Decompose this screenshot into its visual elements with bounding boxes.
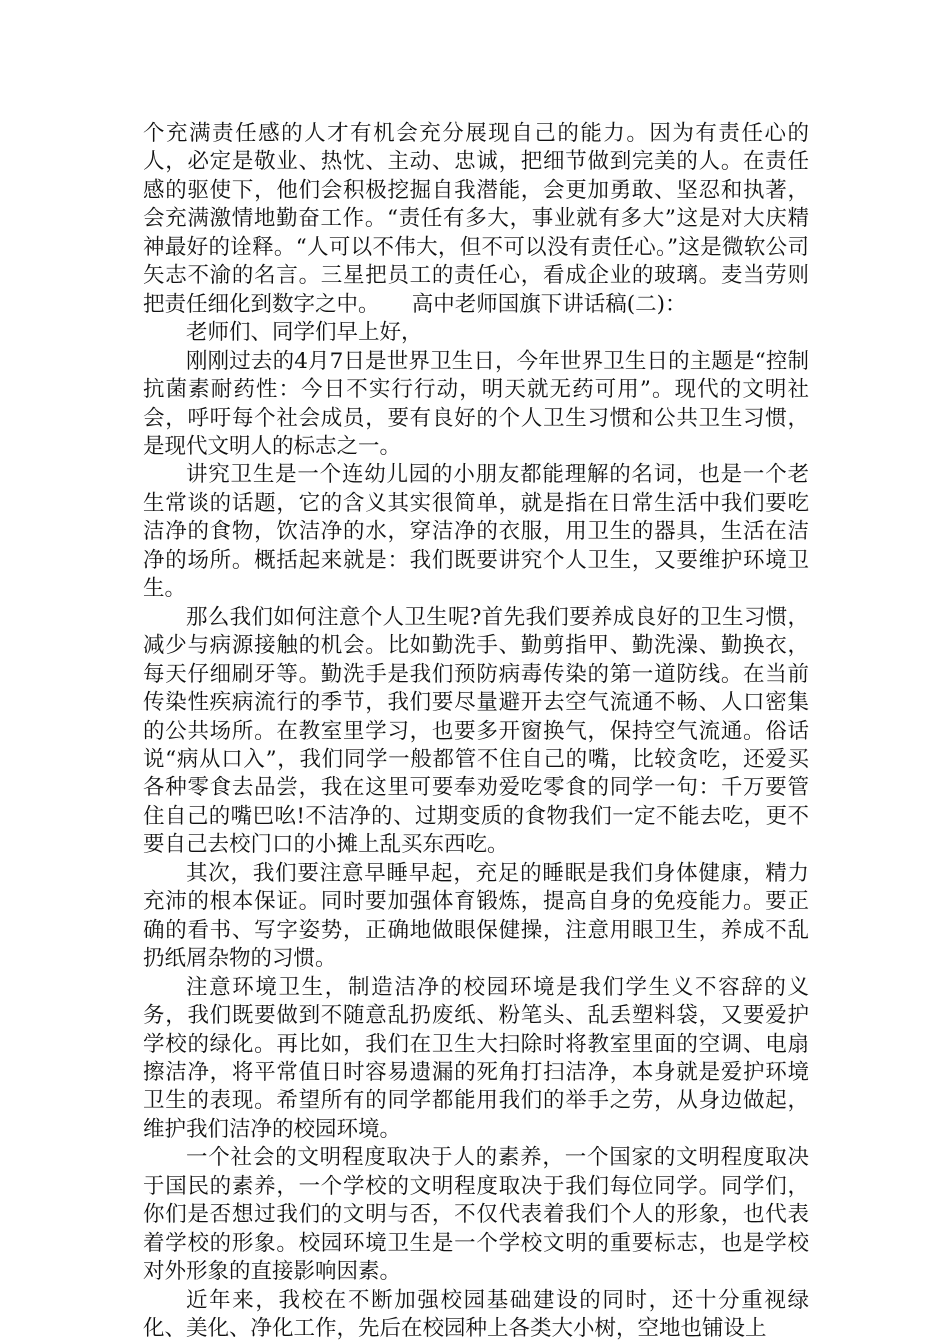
paragraph-greeting: 老师们、同学们早上好， [186, 320, 423, 346]
paragraph: 一个社会的文明程度取决于人的素养，一个国家的文明程度取决于国民的素养，一个学校的文明程度取决于我们每位同学。同学们，你们是否想过我们的文明与否，不仅代表着我们个人的形象，也代表着学校的形象。校园环境卫生是一个学校文明的重要标志，也是学校对外形象的直接影响因素。 [143, 1145, 809, 1285]
paragraph: 那么我们如何注意个人卫生呢?首先我们要养成良好的卫生习惯，减少与病源接触的机会。比如勤洗手、勤剪指甲、勤洗澡、勤换衣，每天仔细刷牙等。勤洗手是我们预防病毒传染的第一道防线。在当前传染性疾病流行的季节，我们要尽量避开去空气流通不畅、人口密集的公共场所。在教室里学习，也要多开窗换气，保持空气流通。俗话说“病从口入”，我们同学一般都管不住自己的嘴，比较贪吃，还爱买各种零食去品尝，我在这里可要奉劝爱吃零食的同学一句：千万要管住自己的嘴巴吆!不洁净的、过期变质的食物我们一定不能去吃，更不要自己去校门口的小摊上乱买东西吃。 [143, 604, 809, 858]
paragraph: 注意环境卫生，制造洁净的校园环境是我们学生义不容辞的义务，我们既要做到不随意乱扔废纸、粉笔头、乱丢塑料袋，又要爱护学校的绿化。再比如，我们在卫生大扫除时将教室里面的空调、电扇擦洁净，将平常值日时容易遗漏的死角打扫洁净，本身就是爱护环境卫生的表现。希望所有的同学都能用我们的举手之劳，从身边做起，维护我们洁净的校园环境。 [143, 974, 809, 1142]
paragraph: 个充满责任感的人才有机会充分展现自己的能力。因为有责任心的人，必定是敬业、热忱、主动、忠诚，把细节做到完美的人。在责任感的驱使下，他们会积极挖掘自我潜能，会更加勇敢、坚忍和执著，会充满激情地勤奋工作。“责任有多大，事业就有多大”这是对大庆精神最好的诠释。“人可以不伟大，但不可以没有责任心。”这是微软公司矢志不渝的名言。三星把员工的责任心，看成企业的玻璃。麦当劳则把责任细化到数字之中。 高中老师国旗下讲话稿(二)： [143, 121, 809, 317]
paragraph: 近年来，我校在不断加强校园基础建设的同时，还十分重视绿化、美化、净化工作，先后在校园种上各类大小树，空地也铺设上 [143, 1287, 809, 1342]
paragraph: 讲究卫生是一个连幼儿园的小朋友都能理解的名词，也是一个老生常谈的话题，它的含义其实很简单，就是指在日常生活中我们要吃洁净的食物，饮洁净的水，穿洁净的衣服，用卫生的器具，生活在洁净的场所。概括起来就是：我们既要讲究个人卫生，又要维护环境卫生。 [143, 462, 809, 602]
paragraph: 其次，我们要注意早睡早起，充足的睡眠是我们身体健康，精力充沛的根本保证。同时要加强体育锻炼，提高自身的免疫能力。要正确的看书、写字姿势，正确地做眼保健操，注意用眼卫生，养成不乱扔纸屑杂物的习惯。 [143, 860, 809, 972]
document-body [143, 120, 809, 1343]
paragraph: 刚刚过去的4月7日是世界卫生日，今年世界卫生日的主题是“控制抗菌素耐药性：今日不实行行动，明天就无药可用”。现代的文明社会，呼吁每个社会成员，要有良好的个人卫生习惯和公共卫生习惯，是现代文明人的标志之一。 [143, 348, 809, 459]
